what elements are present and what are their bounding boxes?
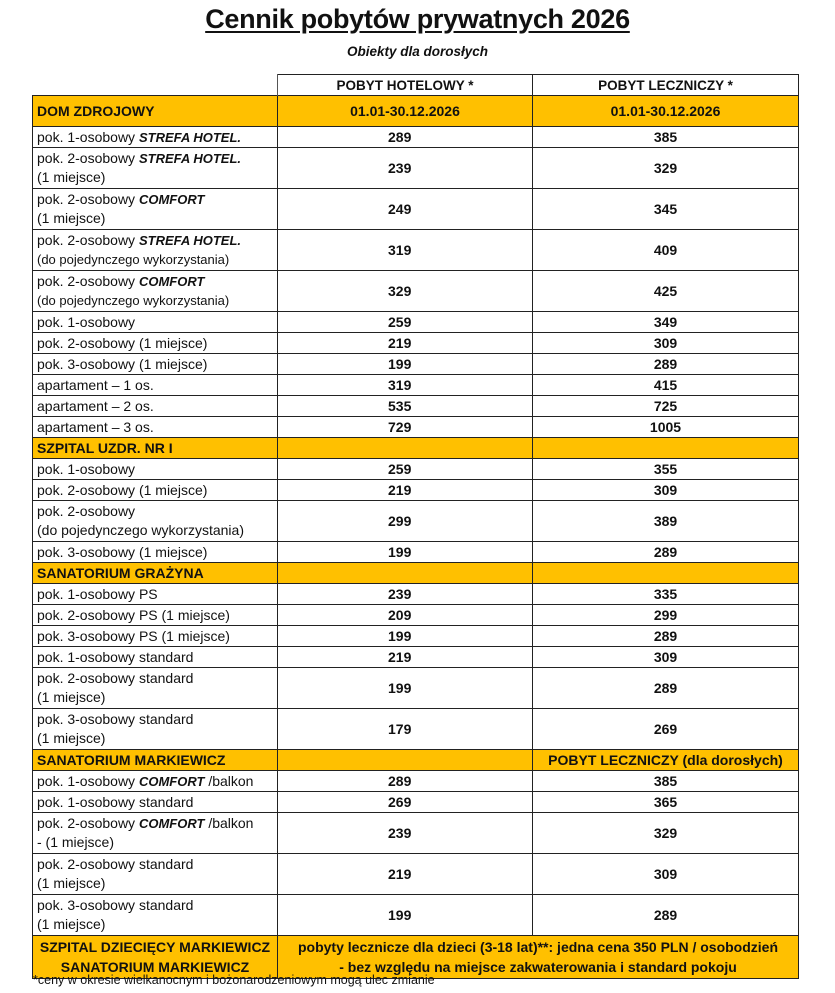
hotel-price: 199	[278, 668, 533, 709]
room-type-text: apartament – 3 os.	[37, 418, 154, 435]
room-type	[33, 375, 278, 396]
table-row	[33, 605, 799, 626]
cure-price: 425	[533, 271, 799, 312]
cure-price: 725	[533, 396, 799, 417]
table-row	[33, 459, 799, 480]
room-type-text: pok. 1-osobowy	[37, 772, 139, 789]
cure-price: 1005	[533, 417, 799, 438]
cure-price: 389	[533, 501, 799, 542]
hotel-price: 259	[278, 459, 533, 480]
room-type-text: pok. 3-osobowy PS (1 miejsce)	[37, 627, 230, 644]
room-note: - (1 miejsce)	[37, 834, 115, 850]
hotel-price: 319	[278, 230, 533, 271]
cure-price: 309	[533, 647, 799, 668]
room-type	[33, 148, 278, 189]
room-type-text: pok. 1-osobowy	[37, 460, 136, 477]
table-row	[33, 312, 799, 333]
section-header-row	[33, 96, 799, 127]
room-note: (1 miejsce)	[37, 916, 106, 932]
hotel-price: 239	[278, 813, 533, 854]
table-row	[33, 189, 799, 230]
table-row	[33, 480, 799, 501]
room-type	[33, 459, 278, 480]
cure-price: 289	[533, 668, 799, 709]
table-row	[33, 417, 799, 438]
section-hotel-period	[278, 750, 533, 771]
children-note-line: - bez względu na miejsce zakwaterowania i standard pokoju	[339, 959, 737, 975]
room-type-text: pok. 2-osobowy (1 miejsce)	[37, 481, 208, 498]
cure-price: 329	[533, 148, 799, 189]
room-type-text: pok. 2-osobowy PS (1 miejsce)	[37, 606, 230, 623]
room-type	[33, 605, 278, 626]
hotel-price: 199	[278, 626, 533, 647]
room-type-text: pok. 2-osobowy	[37, 150, 139, 166]
room-type	[33, 480, 278, 501]
room-note: (1 miejsce)	[37, 210, 106, 226]
cure-price: 349	[533, 312, 799, 333]
hotel-price: 259	[278, 312, 533, 333]
table-row	[33, 709, 799, 750]
cure-price: 289	[533, 542, 799, 563]
cure-price: 409	[533, 230, 799, 271]
room-type	[33, 584, 278, 605]
hotel-price: 199	[278, 354, 533, 375]
cure-price: 415	[533, 375, 799, 396]
section-name: SZPITAL UZDR. NR I	[33, 438, 278, 459]
cure-price: 309	[533, 333, 799, 354]
hotel-price: 219	[278, 333, 533, 354]
room-type	[33, 626, 278, 647]
cure-price: 345	[533, 189, 799, 230]
room-extra: /balkon	[204, 815, 254, 831]
price-table	[32, 74, 799, 979]
cure-price: 385	[533, 771, 799, 792]
children-facility: SANATORIUM MARKIEWICZ	[60, 959, 250, 975]
column-header-row	[33, 75, 799, 96]
cure-price: 355	[533, 459, 799, 480]
cure-price: 309	[533, 854, 799, 895]
table-row	[33, 127, 799, 148]
section-hotel-period: 01.01-30.12.2026	[278, 96, 533, 127]
room-type-text: pok. 1-osobowy	[37, 313, 136, 330]
room-extra: /balkon	[204, 772, 254, 789]
room-type	[33, 542, 278, 563]
room-type	[33, 127, 278, 148]
hotel-price: 289	[278, 771, 533, 792]
room-type-text: pok. 3-osobowy standard	[37, 897, 194, 913]
cure-price: 335	[533, 584, 799, 605]
room-type	[33, 771, 278, 792]
table-row	[33, 668, 799, 709]
table-row	[33, 626, 799, 647]
cure-price: 385	[533, 127, 799, 148]
column-header-cure: POBYT LECZNICZY *	[533, 75, 799, 96]
room-standard: COMFORT	[138, 773, 205, 789]
section-cure-period	[533, 563, 799, 584]
room-type-text: pok. 2-osobowy	[37, 232, 139, 248]
room-note: (1 miejsce)	[37, 689, 106, 705]
table-row	[33, 584, 799, 605]
room-type-text: pok. 2-osobowy	[37, 191, 139, 207]
section-name: SANATORIUM MARKIEWICZ	[33, 750, 278, 771]
room-type	[33, 501, 278, 542]
hotel-price: 729	[278, 417, 533, 438]
section-hotel-period	[278, 563, 533, 584]
room-type	[33, 895, 278, 936]
table-row	[33, 771, 799, 792]
table-row	[33, 792, 799, 813]
page-title: Cennik pobytów prywatnych 2026	[205, 4, 630, 34]
section-cure-period: POBYT LECZNICZY (dla dorosłych)	[533, 750, 799, 771]
cure-price: 289	[533, 895, 799, 936]
section-name: SANATORIUM GRAŻYNA	[33, 563, 278, 584]
children-note-line: pobyty lecznicze dla dzieci (3-18 lat)**: jedna cena 350 PLN / osobodzień	[297, 939, 779, 955]
room-type-text: pok. 1-osobowy	[37, 128, 139, 145]
room-type-text: pok. 2-osobowy standard	[37, 670, 194, 686]
room-type-text: pok. 1-osobowy standard	[37, 648, 194, 665]
room-type	[33, 709, 278, 750]
cure-price: 269	[533, 709, 799, 750]
hotel-price: 199	[278, 542, 533, 563]
column-header-hotel: POBYT HOTELOWY *	[278, 75, 533, 96]
room-type	[33, 396, 278, 417]
hotel-price: 209	[278, 605, 533, 626]
room-note: (1 miejsce)	[37, 875, 106, 891]
room-standard: STREFA HOTEL.	[138, 129, 242, 145]
room-type	[33, 647, 278, 668]
table-row	[33, 501, 799, 542]
cure-price: 365	[533, 792, 799, 813]
footnote: *ceny w okresie wielkanocnym i bożonarodzeniowym mogą ulec zmianie	[33, 973, 435, 987]
table-row	[33, 375, 799, 396]
room-type-text: pok. 2-osobowy	[37, 815, 139, 831]
section-header-row	[33, 750, 799, 771]
room-type	[33, 333, 278, 354]
hotel-price: 219	[278, 480, 533, 501]
table-row	[33, 333, 799, 354]
hotel-price: 535	[278, 396, 533, 417]
room-note: (do pojedynczego wykorzystania)	[37, 293, 230, 308]
page-subtitle: Obiekty dla dorosłych	[346, 44, 489, 59]
cure-price: 289	[533, 354, 799, 375]
room-type	[33, 813, 278, 854]
section-header-row	[33, 563, 799, 584]
table-row	[33, 230, 799, 271]
room-standard: COMFORT	[138, 192, 205, 207]
room-standard: COMFORT	[138, 816, 205, 831]
room-type-text: apartament – 1 os.	[37, 376, 154, 393]
room-standard: STREFA HOTEL.	[138, 151, 242, 166]
room-type-text: pok. 3-osobowy standard	[37, 711, 194, 727]
table-row	[33, 647, 799, 668]
room-type-text: pok. 1-osobowy PS	[37, 585, 158, 602]
hotel-price: 329	[278, 271, 533, 312]
room-type	[33, 854, 278, 895]
room-note: (do pojedynczego wykorzystania)	[37, 522, 244, 538]
room-type	[33, 668, 278, 709]
room-type	[33, 230, 278, 271]
room-standard: STREFA HOTEL.	[138, 233, 242, 248]
room-type	[33, 792, 278, 813]
hotel-price: 319	[278, 375, 533, 396]
room-type	[33, 354, 278, 375]
cure-price: 309	[533, 480, 799, 501]
section-name: DOM ZDROJOWY	[33, 96, 278, 127]
section-header-row	[33, 438, 799, 459]
hotel-price: 219	[278, 647, 533, 668]
table-row	[33, 895, 799, 936]
table-row	[33, 396, 799, 417]
table-row	[33, 813, 799, 854]
table-row	[33, 542, 799, 563]
table-row	[33, 854, 799, 895]
room-type-text: pok. 2-osobowy	[37, 273, 139, 289]
hotel-price: 249	[278, 189, 533, 230]
hotel-price: 289	[278, 127, 533, 148]
hotel-price: 239	[278, 148, 533, 189]
section-hotel-period	[278, 438, 533, 459]
room-type-text: apartament – 2 os.	[37, 397, 154, 414]
empty-header-cell	[33, 75, 278, 96]
cure-price: 299	[533, 605, 799, 626]
section-cure-period: 01.01-30.12.2026	[533, 96, 799, 127]
room-note: (1 miejsce)	[37, 169, 106, 185]
table-row	[33, 148, 799, 189]
room-note: (do pojedynczego wykorzystania)	[37, 252, 230, 267]
hotel-price: 179	[278, 709, 533, 750]
room-type	[33, 271, 278, 312]
children-facility: SZPITAL DZIECIĘCY MARKIEWICZ	[39, 939, 271, 955]
room-type-text: pok. 2-osobowy standard	[37, 856, 194, 872]
room-type	[33, 417, 278, 438]
cure-price: 329	[533, 813, 799, 854]
room-type	[33, 312, 278, 333]
room-type-text: pok. 2-osobowy	[37, 503, 136, 519]
room-standard: COMFORT	[138, 274, 205, 289]
hotel-price: 269	[278, 792, 533, 813]
hotel-price: 219	[278, 854, 533, 895]
hotel-price: 299	[278, 501, 533, 542]
room-type-text: pok. 3-osobowy (1 miejsce)	[37, 543, 208, 560]
hotel-price: 239	[278, 584, 533, 605]
table-row	[33, 271, 799, 312]
room-type-text: pok. 1-osobowy standard	[37, 793, 194, 810]
room-type-text: pok. 3-osobowy (1 miejsce)	[37, 355, 208, 372]
cure-price: 289	[533, 626, 799, 647]
room-note: (1 miejsce)	[37, 730, 106, 746]
room-type-text: pok. 2-osobowy (1 miejsce)	[37, 334, 208, 351]
room-type	[33, 189, 278, 230]
section-cure-period	[533, 438, 799, 459]
hotel-price: 199	[278, 895, 533, 936]
table-row	[33, 354, 799, 375]
